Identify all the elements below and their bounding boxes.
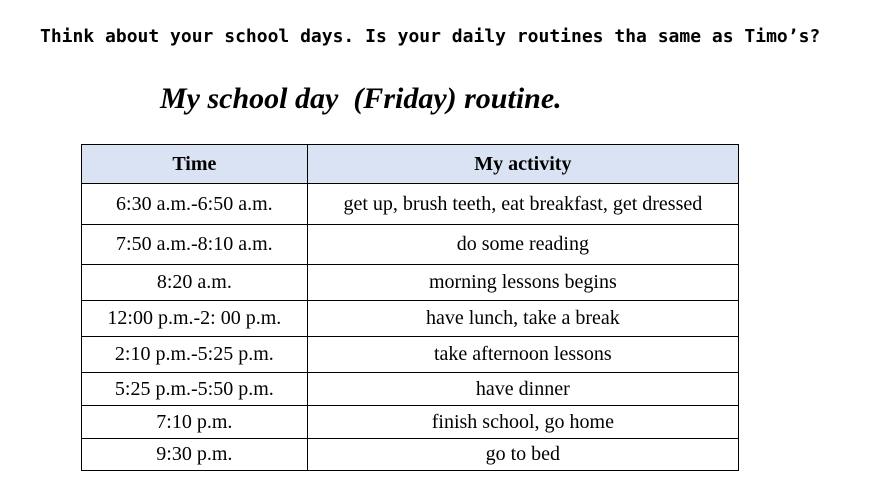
activity-cell: have lunch, take a break (307, 301, 738, 337)
table-row (82, 225, 739, 265)
time-cell: 9:30 p.m. (82, 439, 308, 471)
activity-cell: have dinner (307, 373, 738, 406)
time-cell: 2:10 p.m.-5:25 p.m. (82, 337, 308, 373)
time-cell: 8:20 a.m. (82, 265, 308, 301)
activity-cell: finish school, go home (307, 406, 738, 439)
table-row (82, 439, 739, 471)
activity-cell: do some reading (307, 225, 738, 265)
table-header-row (82, 145, 739, 184)
table-row (82, 301, 739, 337)
time-cell: 7:50 a.m.-8:10 a.m. (82, 225, 308, 265)
activity-cell: take afternoon lessons (307, 337, 738, 373)
time-cell: 5:25 p.m.-5:50 p.m. (82, 373, 308, 406)
table-row (82, 337, 739, 373)
header-activity: My activity (307, 145, 738, 184)
header-time: Time (82, 145, 308, 184)
routine-table (81, 144, 739, 471)
time-cell: 12:00 p.m.-2: 00 p.m. (82, 301, 308, 337)
page-title: My school day (Friday) routine. (160, 82, 562, 115)
time-cell: 7:10 p.m. (82, 406, 308, 439)
table-row (82, 184, 739, 225)
activity-cell: go to bed (307, 439, 738, 471)
activity-cell: get up, brush teeth, eat breakfast, get dressed (307, 184, 738, 225)
table-row (82, 265, 739, 301)
activity-cell: morning lessons begins (307, 265, 738, 301)
table-row (82, 406, 739, 439)
instruction-text: Think about your school days. Is your daily routines tha same as Timo’s? (40, 26, 821, 47)
time-cell: 6:30 a.m.-6:50 a.m. (82, 184, 308, 225)
table-row (82, 373, 739, 406)
